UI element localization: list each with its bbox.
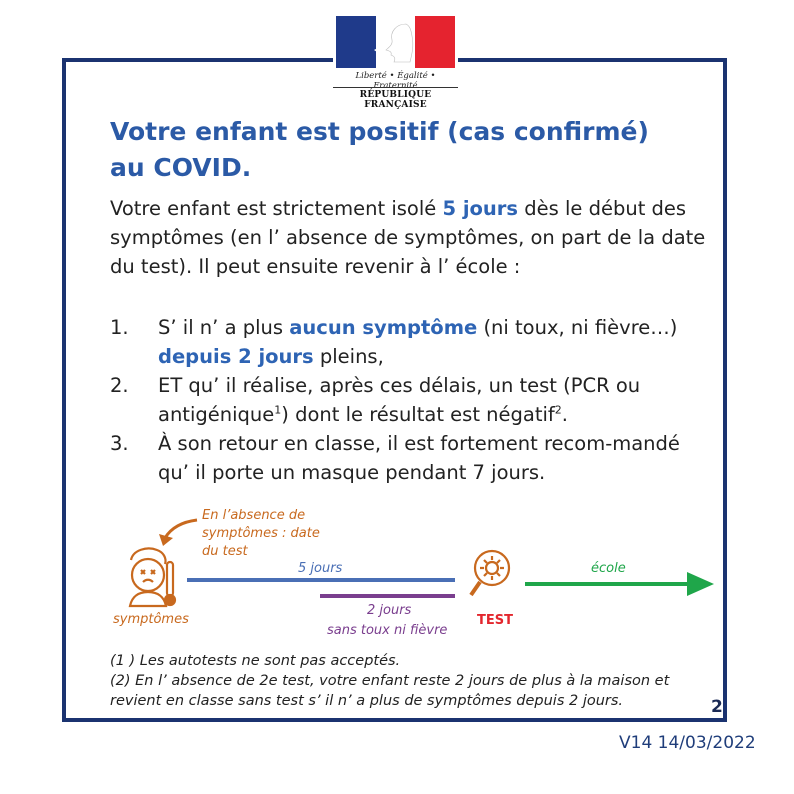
- list-text: À son retour en classe, il est fortement recom-mandé qu’ il porte un masque pendant 7 jours.: [158, 432, 680, 484]
- footnote-2: (2) En l’ absence de 2e test, votre enfant reste 2 jours de plus à la maison et revient en classe sans test s’ il n’ a plus de symptômes depuis 2 jours.: [110, 673, 670, 709]
- absence-note-line-3: du test: [202, 544, 248, 559]
- footnote-1: (1 ) Les autotests ne sont pas acceptés.: [110, 653, 401, 669]
- footnotes: [110, 651, 710, 711]
- list-text: .: [561, 403, 568, 426]
- list-text: ) dont le résultat est négatif: [281, 403, 555, 426]
- version-label: V14 14/03/2022: [619, 733, 756, 753]
- logo-name: RÉPUBLIQUE FRANÇAISE: [333, 87, 458, 110]
- two-days-label: 2 jours: [367, 603, 412, 618]
- test-label: TEST: [477, 613, 513, 628]
- list-number: 3.: [110, 432, 129, 455]
- symptomes-label: symptômes: [113, 612, 189, 627]
- curved-arrow-icon: [159, 520, 197, 546]
- intro-text-1: Votre enfant est strictement isolé: [110, 197, 443, 220]
- list-number: 1.: [110, 316, 129, 339]
- republique-francaise-logo: [333, 16, 458, 110]
- list-number: 2.: [110, 374, 129, 397]
- school-label: école: [591, 561, 626, 576]
- intro-paragraph: [110, 194, 710, 281]
- intro-text-2: dès le début des symptômes (en l’ absence de symptômes, on part de la date du test). Il peut ensuite revenir à l’ école :: [110, 197, 706, 278]
- two-days-sublabel: sans toux ni fièvre: [327, 623, 448, 638]
- list-item: [110, 429, 710, 487]
- five-days-label: 5 jours: [298, 561, 343, 576]
- list-text: (ni toux, ni fièvre…): [477, 316, 678, 339]
- marianne-flag-icon: [336, 16, 455, 68]
- intro-highlight-5-jours: 5 jours: [442, 197, 519, 220]
- list-text: S’ il n’ a plus: [158, 316, 290, 339]
- title-line-2: au COVID.: [110, 153, 252, 182]
- conditions-list: [110, 313, 710, 487]
- absence-note-line-2: symptômes : date: [202, 526, 320, 541]
- absence-note-line-1: En l’absence de: [202, 508, 306, 523]
- sick-child-icon: [130, 548, 175, 606]
- list-text: ET qu’ il réalise, après ces délais, un test (PCR ou antigénique: [158, 374, 641, 426]
- page-title: [110, 114, 710, 186]
- page-number: 2: [711, 697, 723, 717]
- school-arrow-head-icon: [687, 572, 714, 596]
- highlight-aucun-symptome: aucun symptôme: [289, 316, 478, 339]
- logo-motto: Liberté • Égalité • Fraternité: [355, 71, 436, 91]
- footnote-ref-1: 1: [274, 403, 282, 417]
- highlight-depuis-2-jours: depuis 2 jours: [158, 345, 314, 368]
- test-magnifier-icon: [471, 551, 509, 595]
- list-item: [110, 371, 710, 429]
- timeline-diagram: [105, 500, 725, 650]
- title-line-1: Votre enfant est positif (cas confirmé): [110, 117, 649, 146]
- list-text: pleins,: [313, 345, 384, 368]
- footnote-ref-2: 2: [554, 403, 562, 417]
- list-item: [110, 313, 710, 371]
